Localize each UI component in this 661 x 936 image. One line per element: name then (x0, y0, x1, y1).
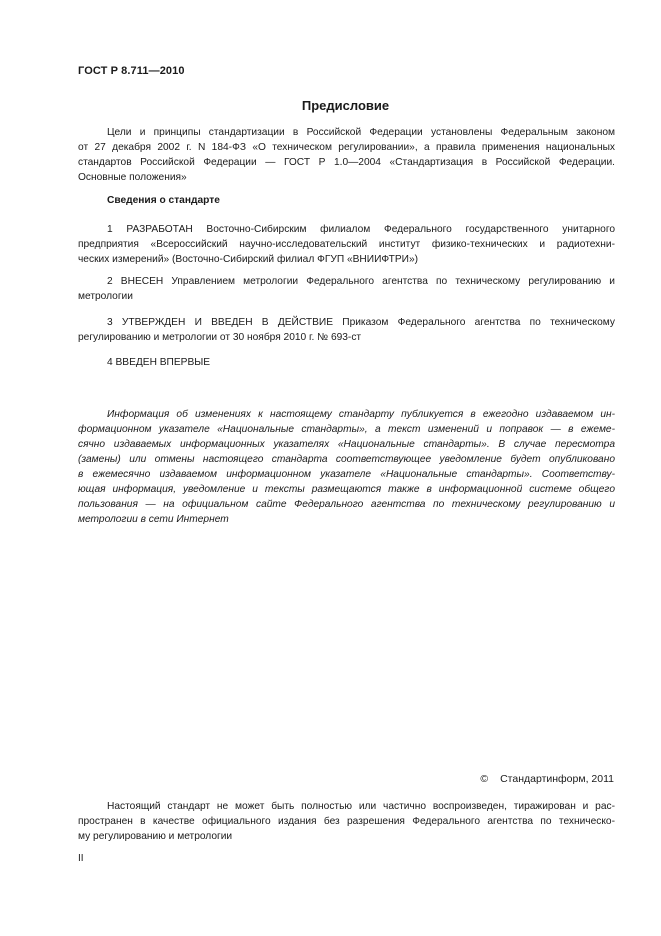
page-title: Предисловие (301, 98, 390, 113)
item-3-line: 3 УТВЕРЖДЕН И ВВЕДЕН В ДЕЙСТВИЕ Приказом Федерального агентства по техническому (107, 317, 615, 328)
section-heading: Сведения о стандарте (107, 195, 220, 206)
notice-line: в ежемесячно издаваемом информационном указателе «Национальные стандарты». Соответству- (78, 469, 615, 480)
rights-paragraph (78, 799, 615, 844)
item-2-line: 2 ВНЕСЕН Управлением метрологии Федерального агентства по техническому регулированию и (107, 276, 615, 287)
notice-line: Информация об изменениях к настоящему стандарту публикуется в ежегодно издаваемом ин- (107, 409, 615, 420)
copyright-icon: © (480, 773, 489, 785)
copyright-text: Стандартинформ, 2011 (500, 773, 614, 785)
notice-line: метрологии в сети Интернет (78, 514, 229, 525)
item-3-line: регулированию и метрологии от 30 ноября 2010 г. № 693-ст (78, 332, 362, 343)
page-number: II (78, 853, 84, 864)
notice-paragraph (78, 407, 615, 527)
copyright-notice (480, 773, 614, 785)
intro-line: стандартов Российской Федерации — ГОСТ Р 1.0—2004 «Стандартизация в Российской Федерации. (78, 157, 615, 168)
intro-line: Цели и принципы стандартизации в Российской Федерации установлены Федеральным законом (107, 127, 615, 138)
document-code: ГОСТ Р 8.711—2010 (78, 65, 185, 77)
notice-line: сячно издаваемых информационных указателях «Национальные стандарты». В случае пересмотра (78, 439, 615, 450)
item-1-line: предприятия «Всероссийский научно-исследовательский институт физико-технических и радиотехни- (78, 239, 615, 250)
rights-line: му регулированию и метрологии (78, 831, 233, 842)
item-3-paragraph (78, 315, 615, 345)
item-4-paragraph (78, 355, 615, 370)
item-2-paragraph (78, 274, 615, 304)
item-1-line: 1 РАЗРАБОТАН Восточно-Сибирским филиалом Федерального государственного унитарного (107, 224, 615, 235)
rights-line: Настоящий стандарт не может быть полностью или частично воспроизведен, тиражирован и рас- (107, 801, 615, 812)
notice-line: формационном указателе «Национальные стандарты», а текст изменений и поправок — в ежеме- (78, 424, 615, 435)
rights-line: пространен в качестве официального издания без разрешения Федерального агентства по техническо- (78, 816, 615, 827)
item-2-line: метрологии (78, 291, 133, 302)
item-4-line: 4 ВВЕДЕН ВПЕРВЫЕ (107, 357, 211, 368)
intro-line: от 27 декабря 2002 г. N 184-ФЗ «О техническом регулировании», а правила применения национальных (78, 142, 615, 153)
intro-line: Основные положения» (78, 172, 187, 183)
notice-line: пользования — на официальном сайте Федерального агентства по техническому регулированию и (78, 499, 615, 510)
item-1-paragraph (78, 222, 615, 267)
item-1-line: ческих измерений» (Восточно-Сибирский филиал ФГУП «ВНИИФТРИ») (78, 254, 419, 265)
notice-line: ющая информация, уведомление и тексты размещаются также в информационной системе общего (78, 484, 615, 495)
notice-line: (замены) или отмены настоящего стандарта соответствующее уведомление будет опубликовано (78, 454, 615, 465)
intro-paragraph (78, 125, 615, 185)
